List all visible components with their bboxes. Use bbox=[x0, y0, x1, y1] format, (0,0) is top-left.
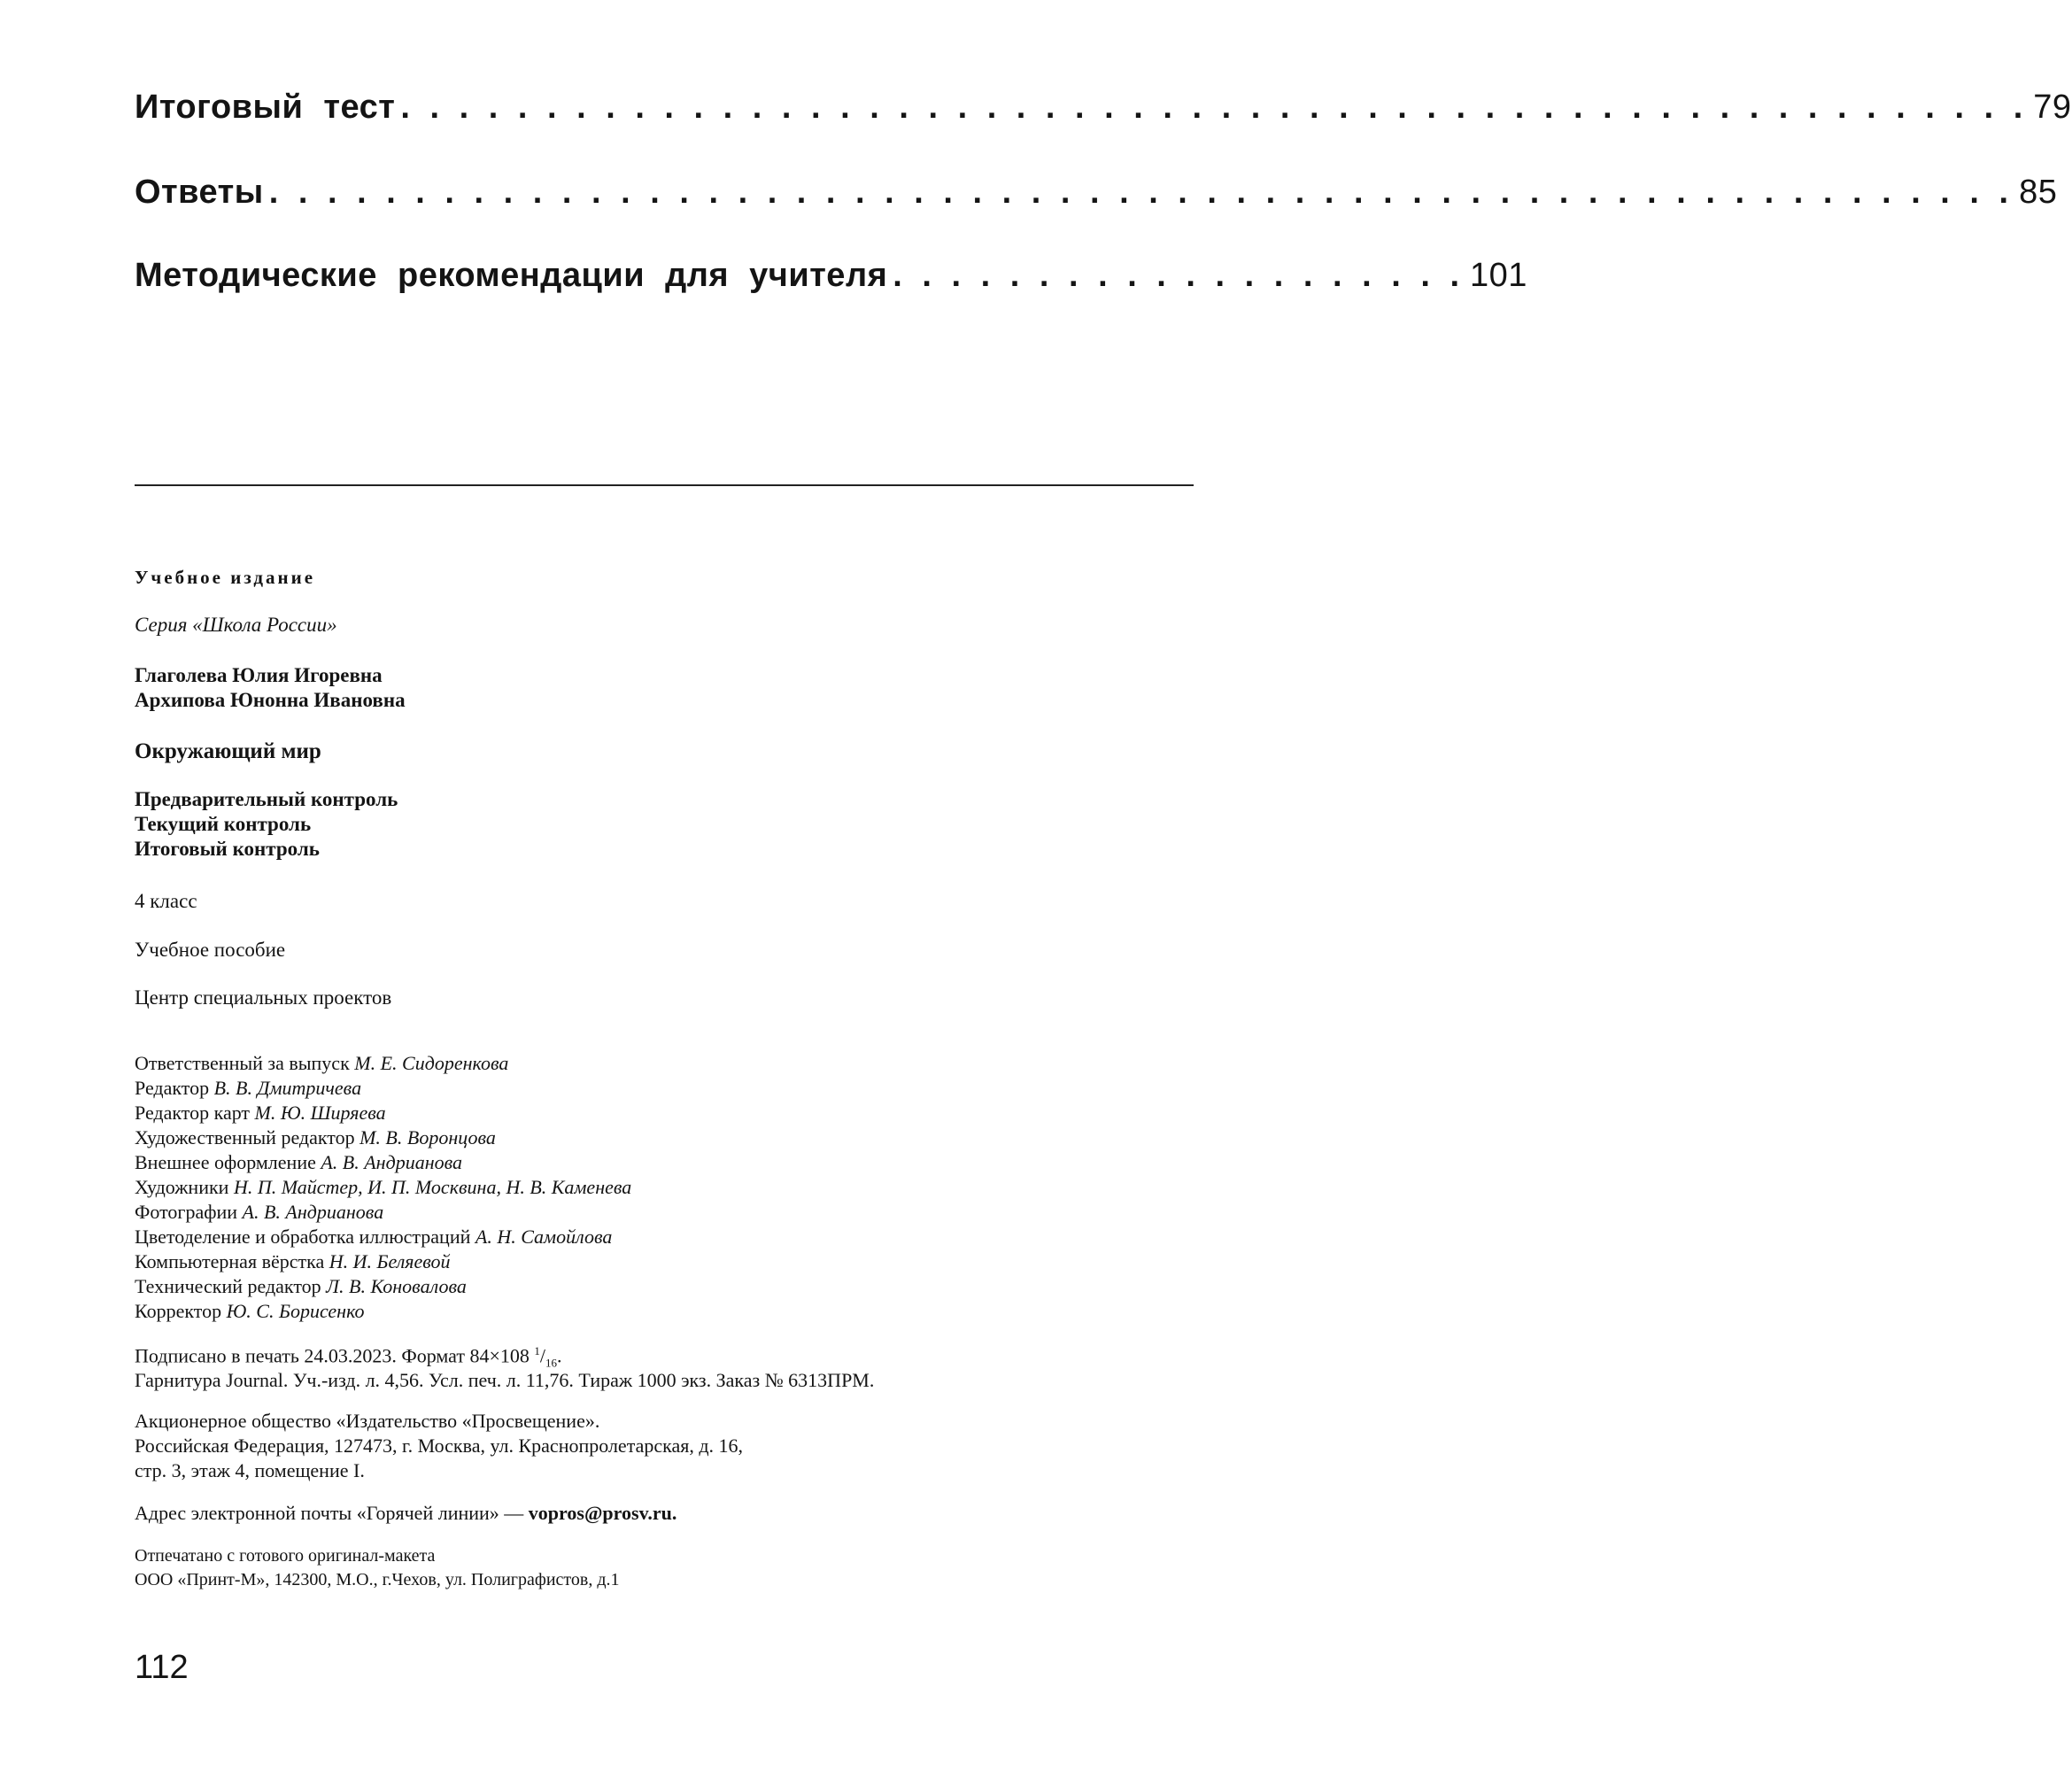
hotline-email: vopros@prosv.ru. bbox=[528, 1502, 677, 1524]
publisher-line: Акционерное общество «Издательство «Просвещение». bbox=[135, 1410, 600, 1432]
printed-from: Отпечатано с готового оригинал-макета bbox=[135, 1546, 436, 1566]
printer: ООО «Принт-М», 142300, М.О., г.Чехов, ул. Полиграфистов, д.1 bbox=[135, 1570, 620, 1589]
toc-title: Ответы bbox=[135, 174, 264, 211]
subtitle: Предварительный контроль bbox=[135, 788, 398, 810]
toc-leader: . . . . . . . . . . . . . . . . . . . . . . . . . . . . . . . . . . . . . . . . . . . . . . . . . . . . . . . . bbox=[400, 89, 2029, 126]
book-kind: Учебное пособие bbox=[135, 939, 286, 961]
toc-title: Методические рекомендации для учителя bbox=[135, 257, 888, 294]
page-number: 112 bbox=[135, 1649, 189, 1686]
toc-leader: . . . . . . . . . . . . . . . . . . . . bbox=[893, 257, 1465, 294]
series: Серия «Школа России» bbox=[135, 614, 337, 636]
edition-type: Учебное издание bbox=[135, 567, 316, 588]
toc-page: 85 bbox=[2019, 174, 2058, 211]
credit-line: Художественный редактор М. В. Воронцова bbox=[135, 1126, 496, 1148]
credit-line: Художники Н. П. Майстер, И. П. Москвина, Н. В. Каменева bbox=[135, 1176, 632, 1198]
divider bbox=[135, 484, 1194, 486]
subtitle: Текущий контроль bbox=[135, 813, 312, 835]
toc-page: 79 bbox=[2033, 89, 2072, 126]
toc-leader: . . . . . . . . . . . . . . . . . . . . . . . . . . . . . . . . . . . . . . . . . . . . . . . . . . . . . . . . . . . . bbox=[268, 174, 2014, 211]
publisher-line: стр. 3, этаж 4, помещение I. bbox=[135, 1459, 365, 1481]
credit-line: Редактор В. В. Дмитричева bbox=[135, 1077, 362, 1099]
print-details: Гарнитура Journal. Уч.-изд. л. 4,56. Усл. печ. л. 11,76. Тираж 1000 экз. Заказ № 6313ПРМ. bbox=[135, 1369, 875, 1391]
toc-entry-teacher-guide bbox=[135, 257, 1527, 295]
book-title: Окружающий мир bbox=[135, 739, 321, 763]
author: Архипова Юнонна Ивановна bbox=[135, 689, 406, 711]
credit-line: Внешнее оформление А. В. Андрианова bbox=[135, 1151, 463, 1173]
grade: 4 класс bbox=[135, 890, 197, 912]
credit-line: Ответственный за выпуск М. Е. Сидоренкова bbox=[135, 1052, 509, 1074]
toc-title: Итоговый тест bbox=[135, 89, 396, 126]
toc-entry-answers bbox=[135, 174, 2058, 212]
print-signed: Подписано в печать 24.03.2023. Формат 84×108 $^1/_{16}$. bbox=[135, 1344, 562, 1370]
author: Глаголева Юлия Игоревна bbox=[135, 664, 383, 686]
credit-line: Корректор Ю. С. Борисенко bbox=[135, 1300, 365, 1322]
credit-line: Редактор карт М. Ю. Ширяева bbox=[135, 1102, 386, 1124]
publisher-line: Российская Федерация, 127473, г. Москва, ул. Краснопролетарская, д. 16, bbox=[135, 1435, 744, 1457]
credit-line: Фотографии А. В. Андрианова bbox=[135, 1201, 384, 1223]
toc-entry-final-test bbox=[135, 89, 2072, 127]
credit-line: Компьютерная вёрстка Н. И. Беляевой bbox=[135, 1250, 451, 1272]
toc-page: 101 bbox=[1470, 257, 1527, 294]
credit-line: Цветоделение и обработка иллюстраций А. Н. Самойлова bbox=[135, 1226, 613, 1248]
format-fraction-denominator: 16 bbox=[545, 1356, 558, 1370]
subtitle: Итоговый контроль bbox=[135, 838, 320, 860]
center: Центр специальных проектов bbox=[135, 986, 392, 1009]
format-fraction-numerator: 1 bbox=[534, 1344, 540, 1357]
credit-line: Технический редактор Л. В. Коновалова bbox=[135, 1275, 467, 1297]
hotline: Адрес электронной почты «Горячей линии» — vopros@prosv.ru. bbox=[135, 1502, 677, 1524]
